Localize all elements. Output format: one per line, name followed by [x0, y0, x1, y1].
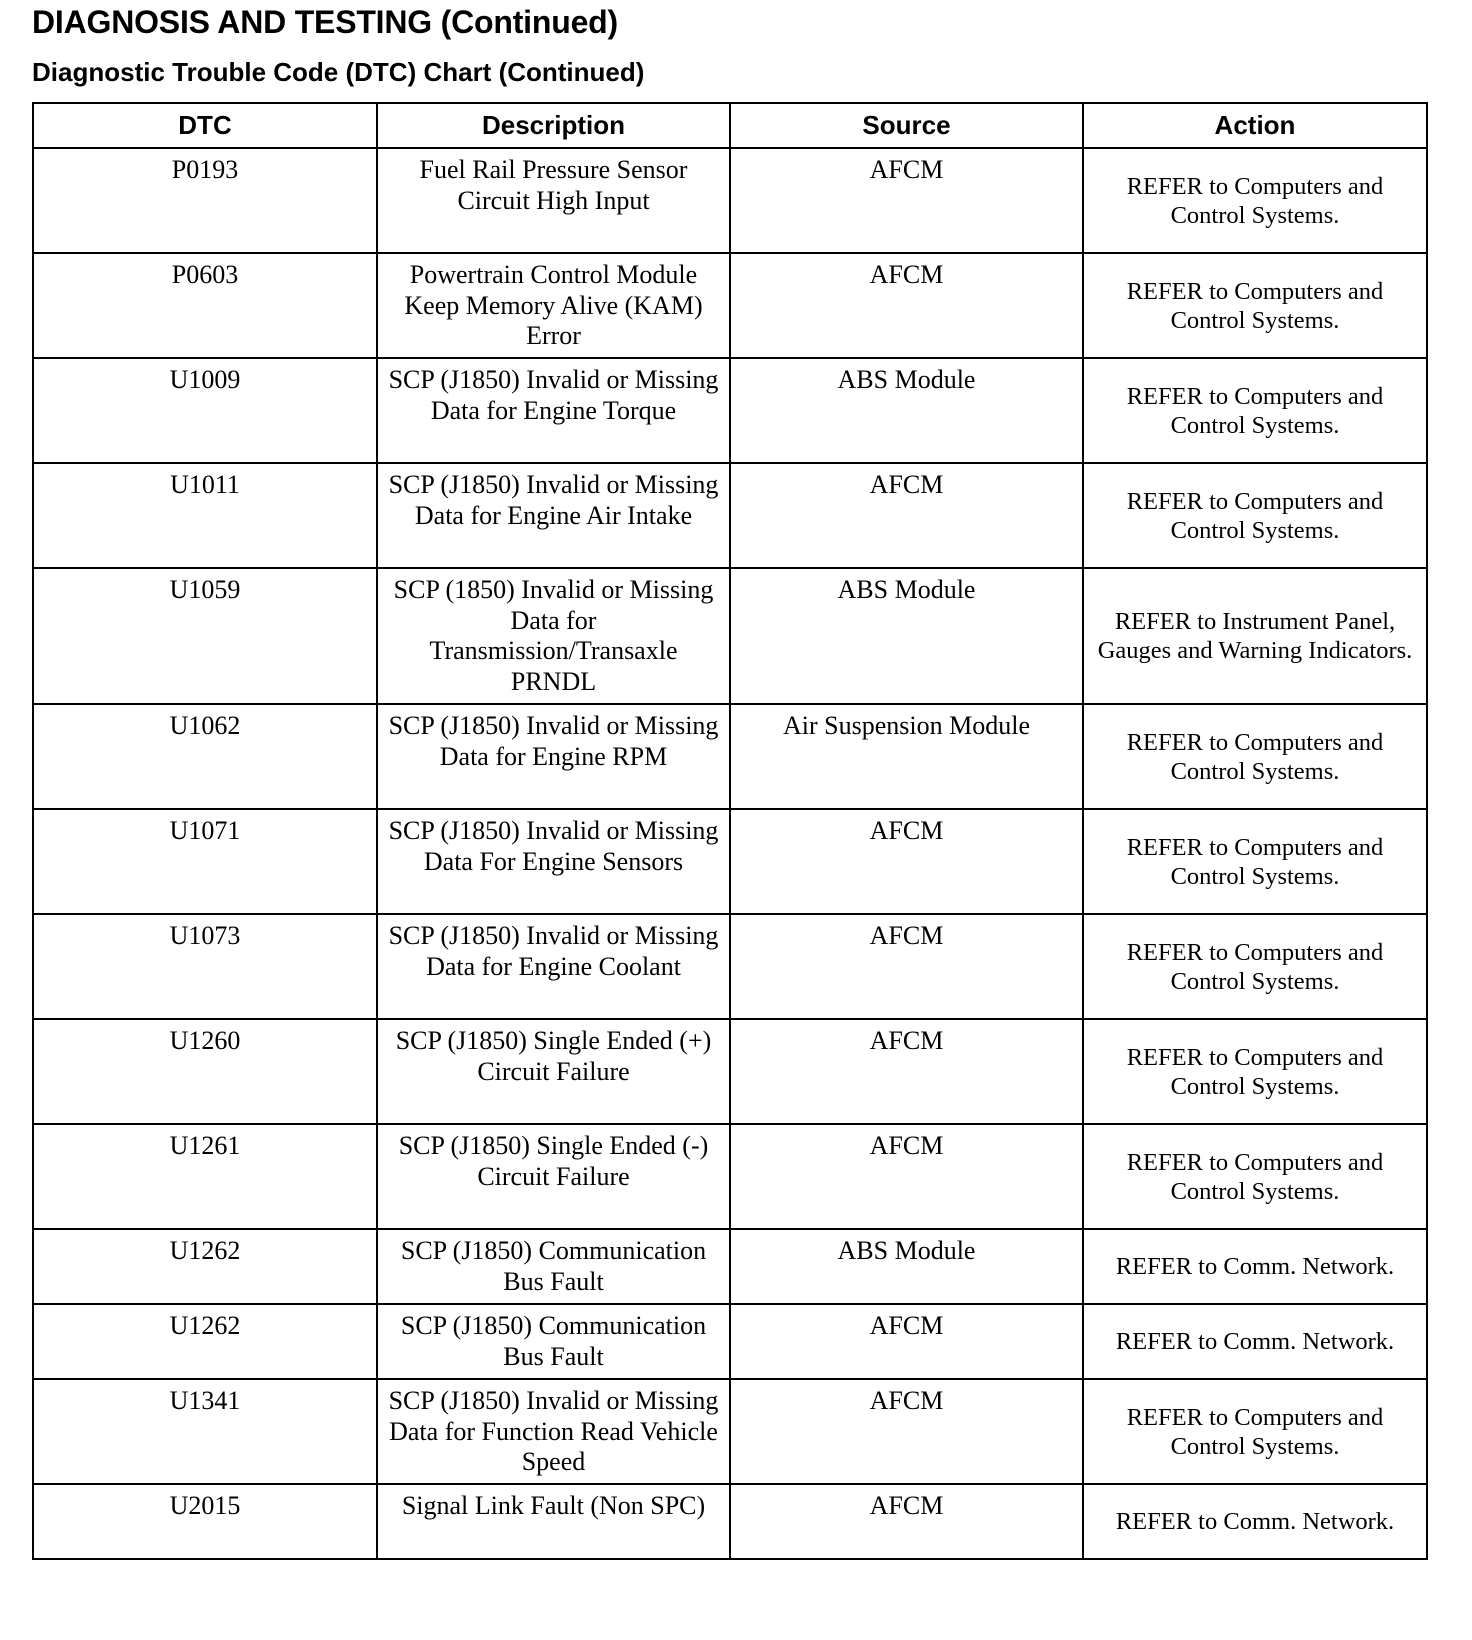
cell-source: AFCM	[730, 1124, 1083, 1229]
cell-dtc: P0603	[33, 253, 377, 358]
cell-source: ABS Module	[730, 1229, 1083, 1304]
page-title: DIAGNOSIS AND TESTING (Continued)	[32, 4, 618, 40]
table-row	[33, 1304, 1427, 1379]
table-row	[33, 1229, 1427, 1304]
cell-source: AFCM	[730, 148, 1083, 253]
cell-description: SCP (J1850) Invalid or Missing Data for Engine Air Intake	[377, 463, 730, 568]
table-row	[33, 914, 1427, 1019]
cell-action: REFER to Computers and Control Systems.	[1083, 253, 1427, 358]
cell-description: SCP (J1850) Invalid or Missing Data for Engine Torque	[377, 358, 730, 463]
cell-dtc: U1011	[33, 463, 377, 568]
cell-dtc: U1341	[33, 1379, 377, 1484]
cell-action: REFER to Computers and Control Systems.	[1083, 1124, 1427, 1229]
cell-source: AFCM	[730, 1379, 1083, 1484]
cell-description: SCP (J1850) Single Ended (+) Circuit Failure	[377, 1019, 730, 1124]
cell-dtc: U1262	[33, 1229, 377, 1304]
cell-source: AFCM	[730, 1304, 1083, 1379]
cell-action: REFER to Comm. Network.	[1083, 1304, 1427, 1379]
cell-description: SCP (J1850) Invalid or Missing Data For Engine Sensors	[377, 809, 730, 914]
cell-source: ABS Module	[730, 568, 1083, 704]
cell-action: REFER to Computers and Control Systems.	[1083, 358, 1427, 463]
cell-description: SCP (J1850) Invalid or Missing Data for Engine RPM	[377, 704, 730, 809]
header-dtc: DTC	[33, 103, 377, 148]
cell-description: SCP (1850) Invalid or Missing Data for Transmission/Transaxle PRNDL	[377, 568, 730, 704]
table-row	[33, 1019, 1427, 1124]
cell-source: AFCM	[730, 253, 1083, 358]
dtc-table	[32, 102, 1428, 1560]
cell-dtc: U2015	[33, 1484, 377, 1559]
cell-source: AFCM	[730, 1019, 1083, 1124]
cell-action: REFER to Comm. Network.	[1083, 1484, 1427, 1559]
cell-action: REFER to Computers and Control Systems.	[1083, 1379, 1427, 1484]
cell-dtc: U1071	[33, 809, 377, 914]
table-row	[33, 1124, 1427, 1229]
cell-source: AFCM	[730, 463, 1083, 568]
table-row	[33, 1379, 1427, 1484]
cell-description: SCP (J1850) Single Ended (-) Circuit Failure	[377, 1124, 730, 1229]
cell-dtc: P0193	[33, 148, 377, 253]
cell-dtc: U1073	[33, 914, 377, 1019]
section-title: Diagnostic Trouble Code (DTC) Chart (Continued)	[32, 57, 645, 87]
cell-action: REFER to Instrument Panel, Gauges and Warning Indicators.	[1083, 568, 1427, 704]
cell-source: ABS Module	[730, 358, 1083, 463]
cell-description: Signal Link Fault (Non SPC)	[377, 1484, 730, 1559]
cell-action: REFER to Computers and Control Systems.	[1083, 704, 1427, 809]
table-row	[33, 463, 1427, 568]
cell-source: AFCM	[730, 809, 1083, 914]
cell-description: SCP (J1850) Invalid or Missing Data for Engine Coolant	[377, 914, 730, 1019]
cell-description: SCP (J1850) Communication Bus Fault	[377, 1304, 730, 1379]
cell-description: SCP (J1850) Communication Bus Fault	[377, 1229, 730, 1304]
cell-description: Fuel Rail Pressure Sensor Circuit High Input	[377, 148, 730, 253]
cell-dtc: U1260	[33, 1019, 377, 1124]
header-description: Description	[377, 103, 730, 148]
table-header-row	[33, 103, 1427, 148]
cell-action: REFER to Computers and Control Systems.	[1083, 914, 1427, 1019]
cell-dtc: U1262	[33, 1304, 377, 1379]
cell-dtc: U1059	[33, 568, 377, 704]
cell-source: AFCM	[730, 1484, 1083, 1559]
table-row	[33, 358, 1427, 463]
table-row	[33, 148, 1427, 253]
cell-action: REFER to Computers and Control Systems.	[1083, 1019, 1427, 1124]
cell-description: SCP (J1850) Invalid or Missing Data for Function Read Vehicle Speed	[377, 1379, 730, 1484]
cell-dtc: U1062	[33, 704, 377, 809]
cell-action: REFER to Comm. Network.	[1083, 1229, 1427, 1304]
header-action: Action	[1083, 103, 1427, 148]
table-row	[33, 568, 1427, 704]
cell-dtc: U1009	[33, 358, 377, 463]
header-source: Source	[730, 103, 1083, 148]
table-row	[33, 809, 1427, 914]
table-row	[33, 704, 1427, 809]
cell-description: Powertrain Control Module Keep Memory Alive (KAM) Error	[377, 253, 730, 358]
cell-source: Air Suspension Module	[730, 704, 1083, 809]
cell-action: REFER to Computers and Control Systems.	[1083, 148, 1427, 253]
cell-action: REFER to Computers and Control Systems.	[1083, 463, 1427, 568]
table-row	[33, 253, 1427, 358]
table-row	[33, 1484, 1427, 1559]
cell-dtc: U1261	[33, 1124, 377, 1229]
cell-source: AFCM	[730, 914, 1083, 1019]
cell-action: REFER to Computers and Control Systems.	[1083, 809, 1427, 914]
